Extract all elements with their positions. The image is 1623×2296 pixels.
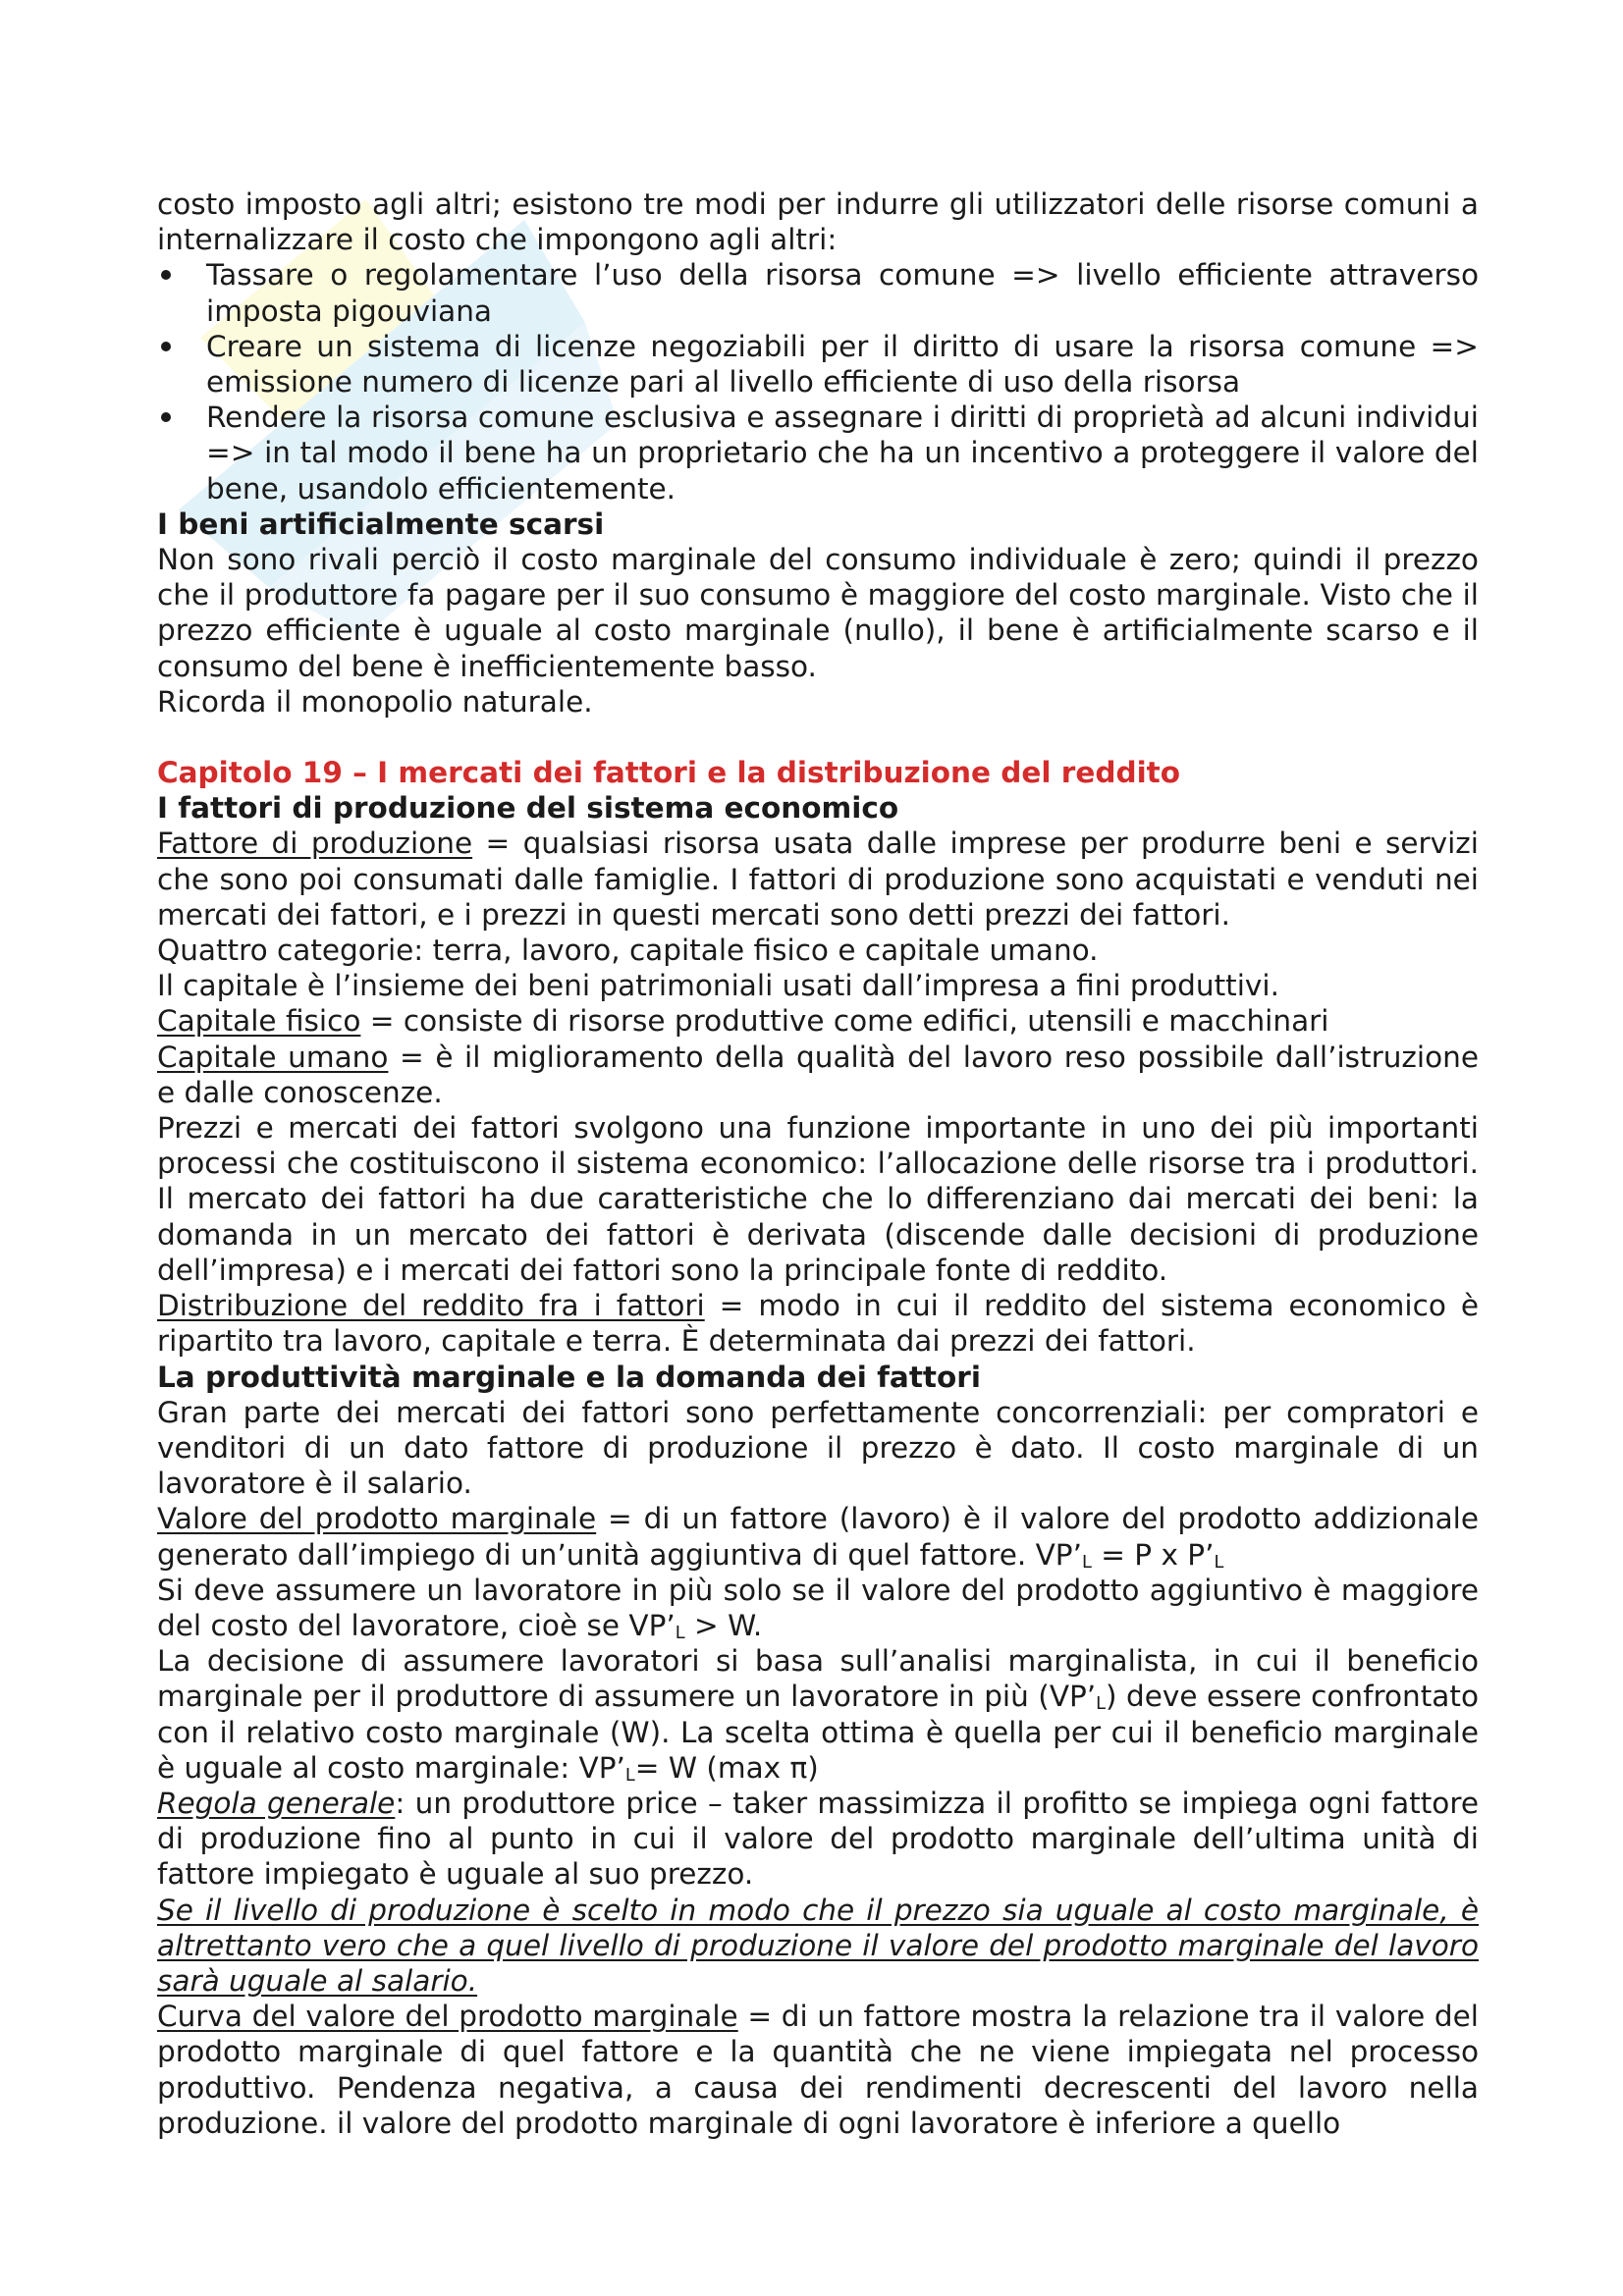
term-marginal-product-curve: Curva del valore del prodotto marginale bbox=[157, 2000, 738, 2034]
term-marginal-product-value: Valore del prodotto marginale bbox=[157, 1502, 597, 1536]
definition-human-capital: Capitale umano = è il miglioramento della qualità del lavoro reso possibile dall’istruzione e dalle conoscenze. bbox=[157, 1040, 1479, 1109]
paragraph-intro: costo imposto agli altri; esistono tre modi per indurre gli utilizzatori delle risorse comuni a internalizzare il costo che impongono agli altri: bbox=[157, 187, 1479, 257]
paragraph-hire-condition: Si deve assumere un lavoratore in più solo se il valore del prodotto aggiuntivo è maggiore del costo del lavoratore, cioè se $VP’_L > W$. bbox=[157, 1573, 1479, 1643]
term-production-factor: Fattore di produzione bbox=[157, 827, 473, 861]
paragraph-italic-statement: Se il livello di produzione è scelto in modo che il prezzo sia uguale al costo marginale, è altrettanto vero che a quel livello di produzione il valore del prodotto marginale del lavoro sarà uguale al salario. bbox=[157, 1893, 1479, 1998]
definition-income-distribution: Distribuzione del reddito fra i fattori = modo in cui il reddito del sistema economico è ripartito tra lavoro, capitale e terra. È determinata dai prezzi dei fattori. bbox=[157, 1289, 1479, 1359]
heading-artificially-scarce: I beni artificialmente scarsi bbox=[157, 507, 605, 541]
paragraph-marginal-analysis: La decisione di assumere lavoratori si basa sull’analisi marginalista, in cui il beneficio marginale per il produttore di assumere un lavoratore in più $(VP’_L)$ deve essere confrontato con il relativo costo marginale (W). La scelta ottima è quella per cui il beneficio marginale è uguale al costo marginale: $VP’_L= W$ (max π) bbox=[157, 1644, 1479, 1786]
paragraph-general-rule: Regola generale: un produttore price – taker massimizza il profitto se impiega ogni fattore di produzione fino al punto in cui il valore del prodotto marginale dell’ultima unità di fattore impiegato è uguale al suo prezzo. bbox=[157, 1786, 1479, 1892]
paragraph-categories: Quattro categorie: terra, lavoro, capitale fisico e capitale umano. bbox=[157, 934, 1099, 968]
term-physical-capital: Capitale fisico bbox=[157, 1004, 361, 1039]
term-general-rule: Regola generale bbox=[157, 1786, 396, 1820]
term-human-capital: Capitale umano bbox=[157, 1040, 389, 1074]
definition-production-factor: Fattore di produzione = qualsiasi risorsa usata dalle imprese per produrre beni e servizi che sono poi consumati dalle famiglie. I fattori di produzione sono acquistati e venduti nei mercati dei fattori, e i prezzi in questi mercati sono detti prezzi dei fattori. bbox=[157, 827, 1479, 932]
paragraph-competitive-markets: Gran parte dei mercati dei fattori sono perfettamente concorrenziali: per compratori e venditori di un dato fattore di produzione il prezzo è dato. Il costo marginale di un lavoratore è il salario. bbox=[157, 1395, 1479, 1501]
term-income-distribution: Distribuzione del reddito fra i fattori bbox=[157, 1289, 705, 1323]
paragraph-scarce: Non sono rivali perciò il costo marginale del consumo individuale è zero; quindi il prezzo che il produttore fa pagare per il suo consumo è maggiore del costo marginale. Visto che il prezzo efficiente è uguale al costo marginale (nullo), il bene è artificialmente scarso e il consumo del bene è inefficientemente basso. bbox=[157, 543, 1479, 683]
definition-marginal-product-curve: Curva del valore del prodotto marginale = di un fattore mostra la relazione tra il valore del prodotto marginale di quel fattore e la quantità che ne viene impiegata nel processo produttivo. Pendenza negativa, a causa dei rendimenti decrescenti del lavoro nella produzione. il valore del prodotto marginale di ogni lavoratore è inferiore a quello bbox=[157, 2000, 1480, 2140]
bullet-item-property: Rendere la risorsa comune esclusiva e assegnare i diritti di proprietà ad alcuni individui => in tal modo il bene ha un proprietario che ha un incentivo a proteggere il valore del bene, usandolo efficientemente. bbox=[157, 400, 1479, 507]
document-page bbox=[157, 187, 1479, 2141]
definition-physical-capital: Capitale fisico = consiste di risorse produttive come edifici, utensili e macchinari bbox=[157, 1004, 1329, 1039]
bullet-item-tax: Tassare o regolamentare l’uso della risorsa comune => livello efficiente attraverso imposta pigouviana bbox=[157, 257, 1479, 328]
heading-marginal-productivity: La produttività marginale e la domanda dei fattori bbox=[157, 1360, 981, 1394]
bullet-item-licenses: Creare un sistema di licenze negoziabili per il diritto di usare la risorsa comune => emissione numero di licenze pari al livello efficiente di uso della risorsa bbox=[157, 329, 1479, 400]
paragraph-natural-monopoly: Ricorda il monopolio naturale. bbox=[157, 684, 593, 719]
bullet-list bbox=[157, 257, 1479, 506]
paragraph-factor-prices: Prezzi e mercati dei fattori svolgono una funzione importante in uno dei più importanti processi che costituiscono il sistema economico: l’allocazione delle risorse tra i produttori. Il mercato dei fattori ha due caratteristiche che lo differenziano dai mercati dei beni: la domanda in un mercato dei fattori è derivata (discende dalle decisioni di produzione dell’impresa) e i mercati dei fattori sono la principale fonte di reddito. bbox=[157, 1111, 1479, 1287]
heading-production-factors: I fattori di produzione del sistema economico bbox=[157, 791, 899, 826]
paragraph-capital: Il capitale è l’insieme dei beni patrimoniali usati dall’impresa a fini produttivi. bbox=[157, 969, 1279, 1003]
definition-marginal-product-value: Valore del prodotto marginale = di un fattore (lavoro) è il valore del prodotto addizionale generato dall’impiego di un’unità aggiuntiva di quel fattore. $VP’_L = P$ x $P’_L$ bbox=[157, 1502, 1479, 1573]
chapter-title: Capitolo 19 – I mercati dei fattori e la distribuzione del reddito bbox=[157, 756, 1181, 790]
